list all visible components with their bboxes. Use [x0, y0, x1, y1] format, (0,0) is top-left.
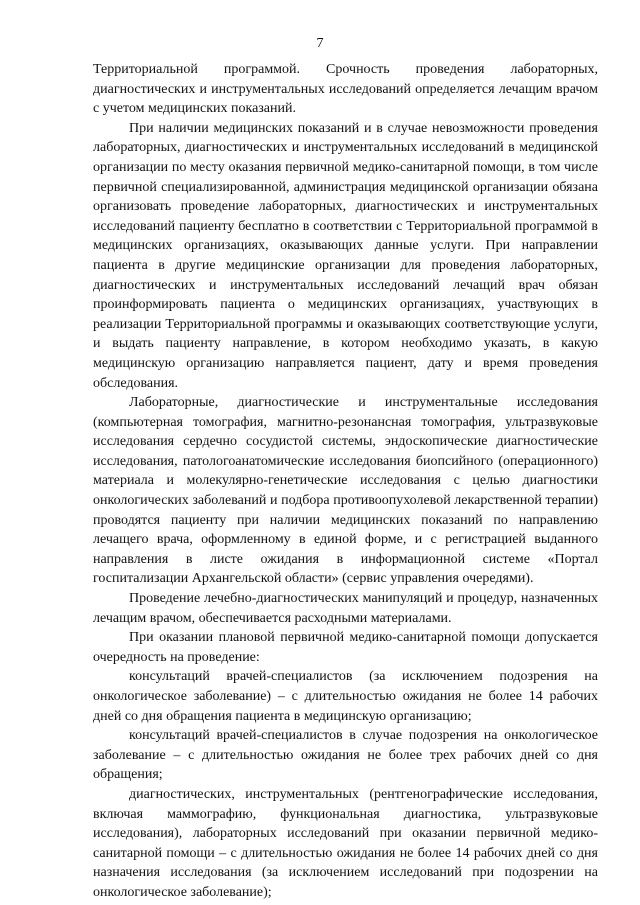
list-item: консультаций врачей-специалистов в случае подозрения на онкологическое заболевание – с длительностью ожидания не более трех рабочих дней со дня обращения;: [93, 728, 598, 783]
document-body: [93, 60, 598, 903]
list-item: консультаций врачей-специалистов (за исключением подозрения на онкологическое заболевание) – с длительностью ожидания не более 14 рабочих дней со дня обращения пациента в медицинскую организацию;: [93, 669, 598, 724]
paragraph: Лабораторные, диагностические и инструментальные исследования (компьютерная томография, магнитно-резонансная томография, ультразвуковые исследования сердечно сосудистой системы, эндоскопические диагностические исследования, патологоанатомические исследования биопсийного (операционного) материала и молекулярно-генетические исследования с целью диагностики онкологических заболеваний и подбора противоопухолевой лекарственной терапии) проводятся пациенту при наличии медицинских показаний по направлению лечащего врача, оформленному в единой форме, и с регистрацией выданного направления в листе ожидания в информационной системе «Портал госпитализации Архангельской области» (сервис управления очередями).: [93, 395, 598, 587]
paragraph: При оказании плановой первичной медико-санитарной помощи допускается очередность на проведение:: [93, 630, 598, 665]
list-item: диагностических, инструментальных (рентгенографические исследования, включая маммографию, функциональная диагностика, ультразвуковые исследования), лабораторных исследований при оказании первичной медико-санитарной помощи – с длительностью ожидания не более 14 рабочих дней со дня назначения исследования (за исключением исследований при подозрении на онкологическое заболевание);: [93, 786, 598, 900]
paragraph: При наличии медицинских показаний и в случае невозможности проведения лабораторных, диагностических и инструментальных исследований в медицинской организации по месту оказания первичной медико-санитарной помощи, в том числе первичной специализированной, администрация медицинской организации обязана организовать проведение лабораторных, диагностических и инструментальных исследований пациенту бесплатно в соответствии с Территориальной программой в медицинских организациях, оказывающих данные услуги. При направлении пациента в другие медицинские организации для проведения лабораторных, диагностических и инструментальных исследований лечащий врач обязан проинформировать пациента о медицинских организациях, участвующих в реализации Территориальной программы и оказывающих соответствующие услуги, и выдать пациенту направление, в котором необходимо указать, в какую медицинскую организацию направляется пациент, дату и время проведения обследования.: [93, 120, 598, 391]
paragraph-continuation: Территориальной программой. Срочность проведения лабораторных, диагностических и инструментальных исследований определяется лечащим врачом с учетом медицинских показаний.: [93, 62, 598, 117]
page-number: 7: [316, 36, 324, 51]
paragraph: Проведение лечебно-диагностических манипуляций и процедур, назначенных лечащим врачом, обеспечивается расходными материалами.: [93, 591, 598, 626]
